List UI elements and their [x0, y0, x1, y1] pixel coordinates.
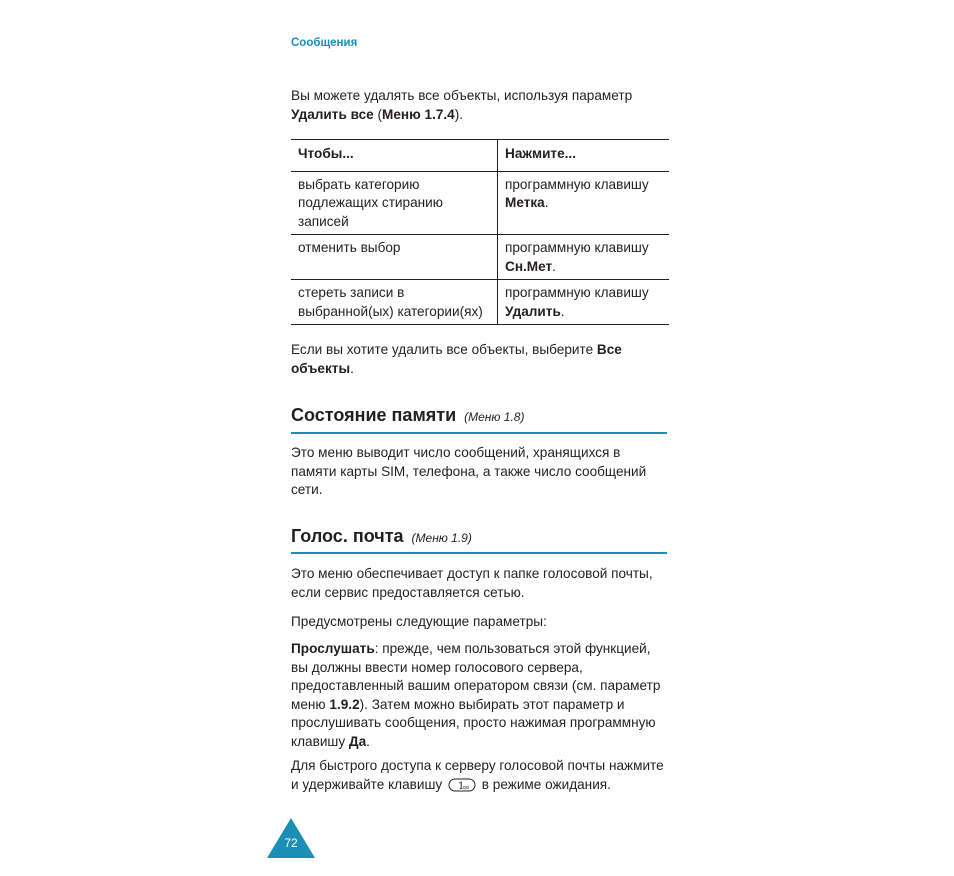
- menu-ref: 1.9.2: [329, 696, 360, 712]
- row-press: программную клавишу Удалить.: [505, 285, 649, 319]
- row-press: программную клавишу Сн.Мет.: [505, 240, 649, 274]
- parameters-intro: Предусмотрены следующие параметры:: [291, 614, 547, 629]
- table-row: [291, 171, 669, 235]
- memory-paragraph: Это меню выводит число сообщений, хранящихся в памяти карты SIM, телефона, а также число сообщений сети.: [291, 445, 647, 497]
- voicemail-title: Голос. почта: [291, 526, 404, 546]
- memory-menu-ref: (Меню 1.8): [464, 410, 525, 424]
- memory-title: Состояние памяти: [291, 405, 457, 425]
- header-press: Нажмите...: [505, 146, 576, 161]
- menu-ref: Меню 1.7.4: [382, 106, 455, 122]
- voicemail-section-heading: [291, 526, 667, 554]
- page-number: 72: [284, 836, 298, 850]
- svg-text:oo: oo: [462, 784, 470, 791]
- table-row: [291, 280, 669, 325]
- header-action: Чтобы...: [291, 140, 498, 172]
- voicemail-paragraph: Это меню обеспечивает доступ к папке голосовой почты, если сервис предоставляется сетью.: [291, 566, 653, 600]
- softkey-name: Удалить: [505, 303, 561, 319]
- intro-paragraph: Вы можете удалять все объекты, используя параметр Удалить все (Меню 1.7.4).: [291, 88, 633, 122]
- table-header-row: [291, 140, 669, 172]
- listen-paragraph: Прослушать: прежде, чем пользоваться этой функцией, вы должны ввести номер голосового сервера, предоставленный вашим оператором связи (см. параметр меню 1.9.2). Затем можно выбирать этот параметр и прослушивать сообщения, просто нажимая программную клавишу Да.: [291, 641, 661, 749]
- softkey-name: Сн.Мет: [505, 258, 553, 274]
- svg-text:1: 1: [457, 780, 465, 792]
- row-action: отменить выбор: [291, 235, 498, 280]
- key-1-voicemail-icon: [448, 777, 476, 793]
- memory-section-heading: [291, 405, 667, 434]
- quick-access-paragraph: Для быстрого доступа к серверу голосовой почты нажмите и удерживайте клавишу 1 oo в режиме ожидания.: [291, 758, 664, 792]
- option-listen: Прослушать: [291, 641, 375, 656]
- param-delete-all: Удалить все: [291, 106, 374, 122]
- option-all-objects: Все объекты: [291, 342, 622, 376]
- row-action: выбрать категорию подлежащих стиранию записей: [291, 171, 498, 235]
- voicemail-menu-ref: (Меню 1.9): [411, 531, 472, 545]
- table-row: [291, 235, 669, 280]
- options-table: [291, 139, 669, 325]
- row-action: стереть записи в выбранной(ых) категории(ях): [291, 280, 498, 325]
- running-header: Сообщения: [291, 37, 358, 49]
- all-objects-paragraph: Если вы хотите удалить все объекты, выберите Все объекты.: [291, 342, 622, 376]
- row-press: программную клавишу Метка.: [505, 176, 649, 210]
- softkey-name: Да: [348, 733, 367, 749]
- page-number-badge: [267, 818, 315, 858]
- softkey-name: Метка: [505, 195, 545, 210]
